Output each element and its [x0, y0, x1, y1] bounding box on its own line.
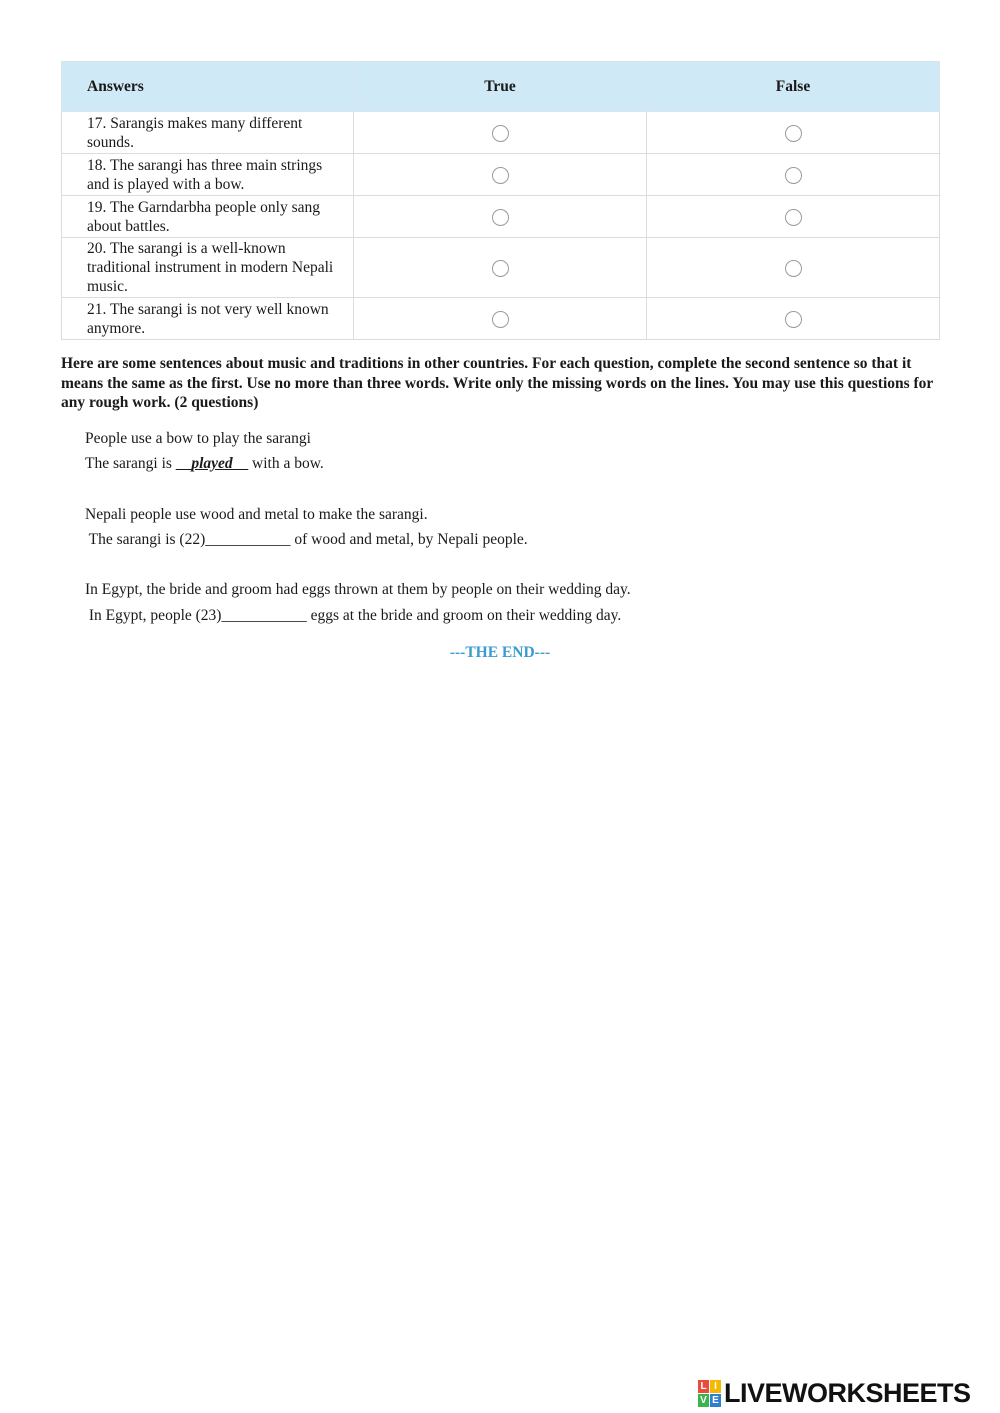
table-row: [62, 112, 940, 154]
liveworksheets-logo: [698, 1378, 971, 1408]
question-19: 19. The Garndarbha people only sang about battles.: [62, 196, 354, 238]
q21-true-radio[interactable]: [492, 311, 509, 328]
q17-true-radio[interactable]: [492, 125, 509, 142]
q18-true-radio[interactable]: [492, 167, 509, 184]
table-row: [62, 196, 940, 238]
q20-false-radio[interactable]: [785, 260, 802, 277]
q19-false-radio[interactable]: [785, 209, 802, 226]
instructions: Here are some sentences about music and traditions in other countries. For each question, complete the second sentence so that it means the same as the first. Use no more than three words. Write only the missing words on the lines. You may use this questions for any rough work. (2 questions): [61, 355, 934, 411]
question-17: 17. Sarangis makes many different sounds.: [62, 112, 354, 154]
question-18: 18. The sarangi has three main strings and is played with a bow.: [62, 154, 354, 196]
q20-true-radio[interactable]: [492, 260, 509, 277]
table-row: [62, 238, 940, 298]
logo-mark-icon: L I V E: [698, 1380, 721, 1407]
the-end-text: ---THE END---: [449, 644, 551, 661]
q19-true-radio[interactable]: [492, 209, 509, 226]
example-rewrite: The sarangi is __played__ with a bow.: [85, 455, 324, 472]
table-row: [62, 154, 940, 196]
example-sentence: People use a bow to play the sarangi: [85, 430, 311, 447]
table-row: [62, 298, 940, 340]
q21-false-radio[interactable]: [785, 311, 802, 328]
table-header-row: [62, 62, 940, 112]
example-answer: played: [191, 455, 233, 472]
q17-false-radio[interactable]: [785, 125, 802, 142]
q22-sentence: Nepali people use wood and metal to make the sarangi.: [85, 506, 428, 523]
q23-sentence: In Egypt, the bride and groom had eggs thrown at them by people on their wedding day.: [85, 581, 631, 598]
header-true: True: [354, 62, 647, 112]
q23-blank-line[interactable]: In Egypt, people (23)___________ eggs at the bride and groom on their wedding day.: [85, 607, 622, 624]
q22-blank-line[interactable]: The sarangi is (22)___________ of wood and metal, by Nepali people.: [85, 531, 528, 548]
logo-text: LIVEWORKSHEETS: [724, 1377, 971, 1408]
true-false-table: [61, 61, 940, 340]
header-answers: Answers: [62, 62, 354, 112]
question-20: 20. The sarangi is a well-known traditional instrument in modern Nepali music.: [62, 238, 354, 298]
header-false: False: [647, 62, 940, 112]
q18-false-radio[interactable]: [785, 167, 802, 184]
question-21: 21. The sarangi is not very well known anymore.: [62, 298, 354, 340]
